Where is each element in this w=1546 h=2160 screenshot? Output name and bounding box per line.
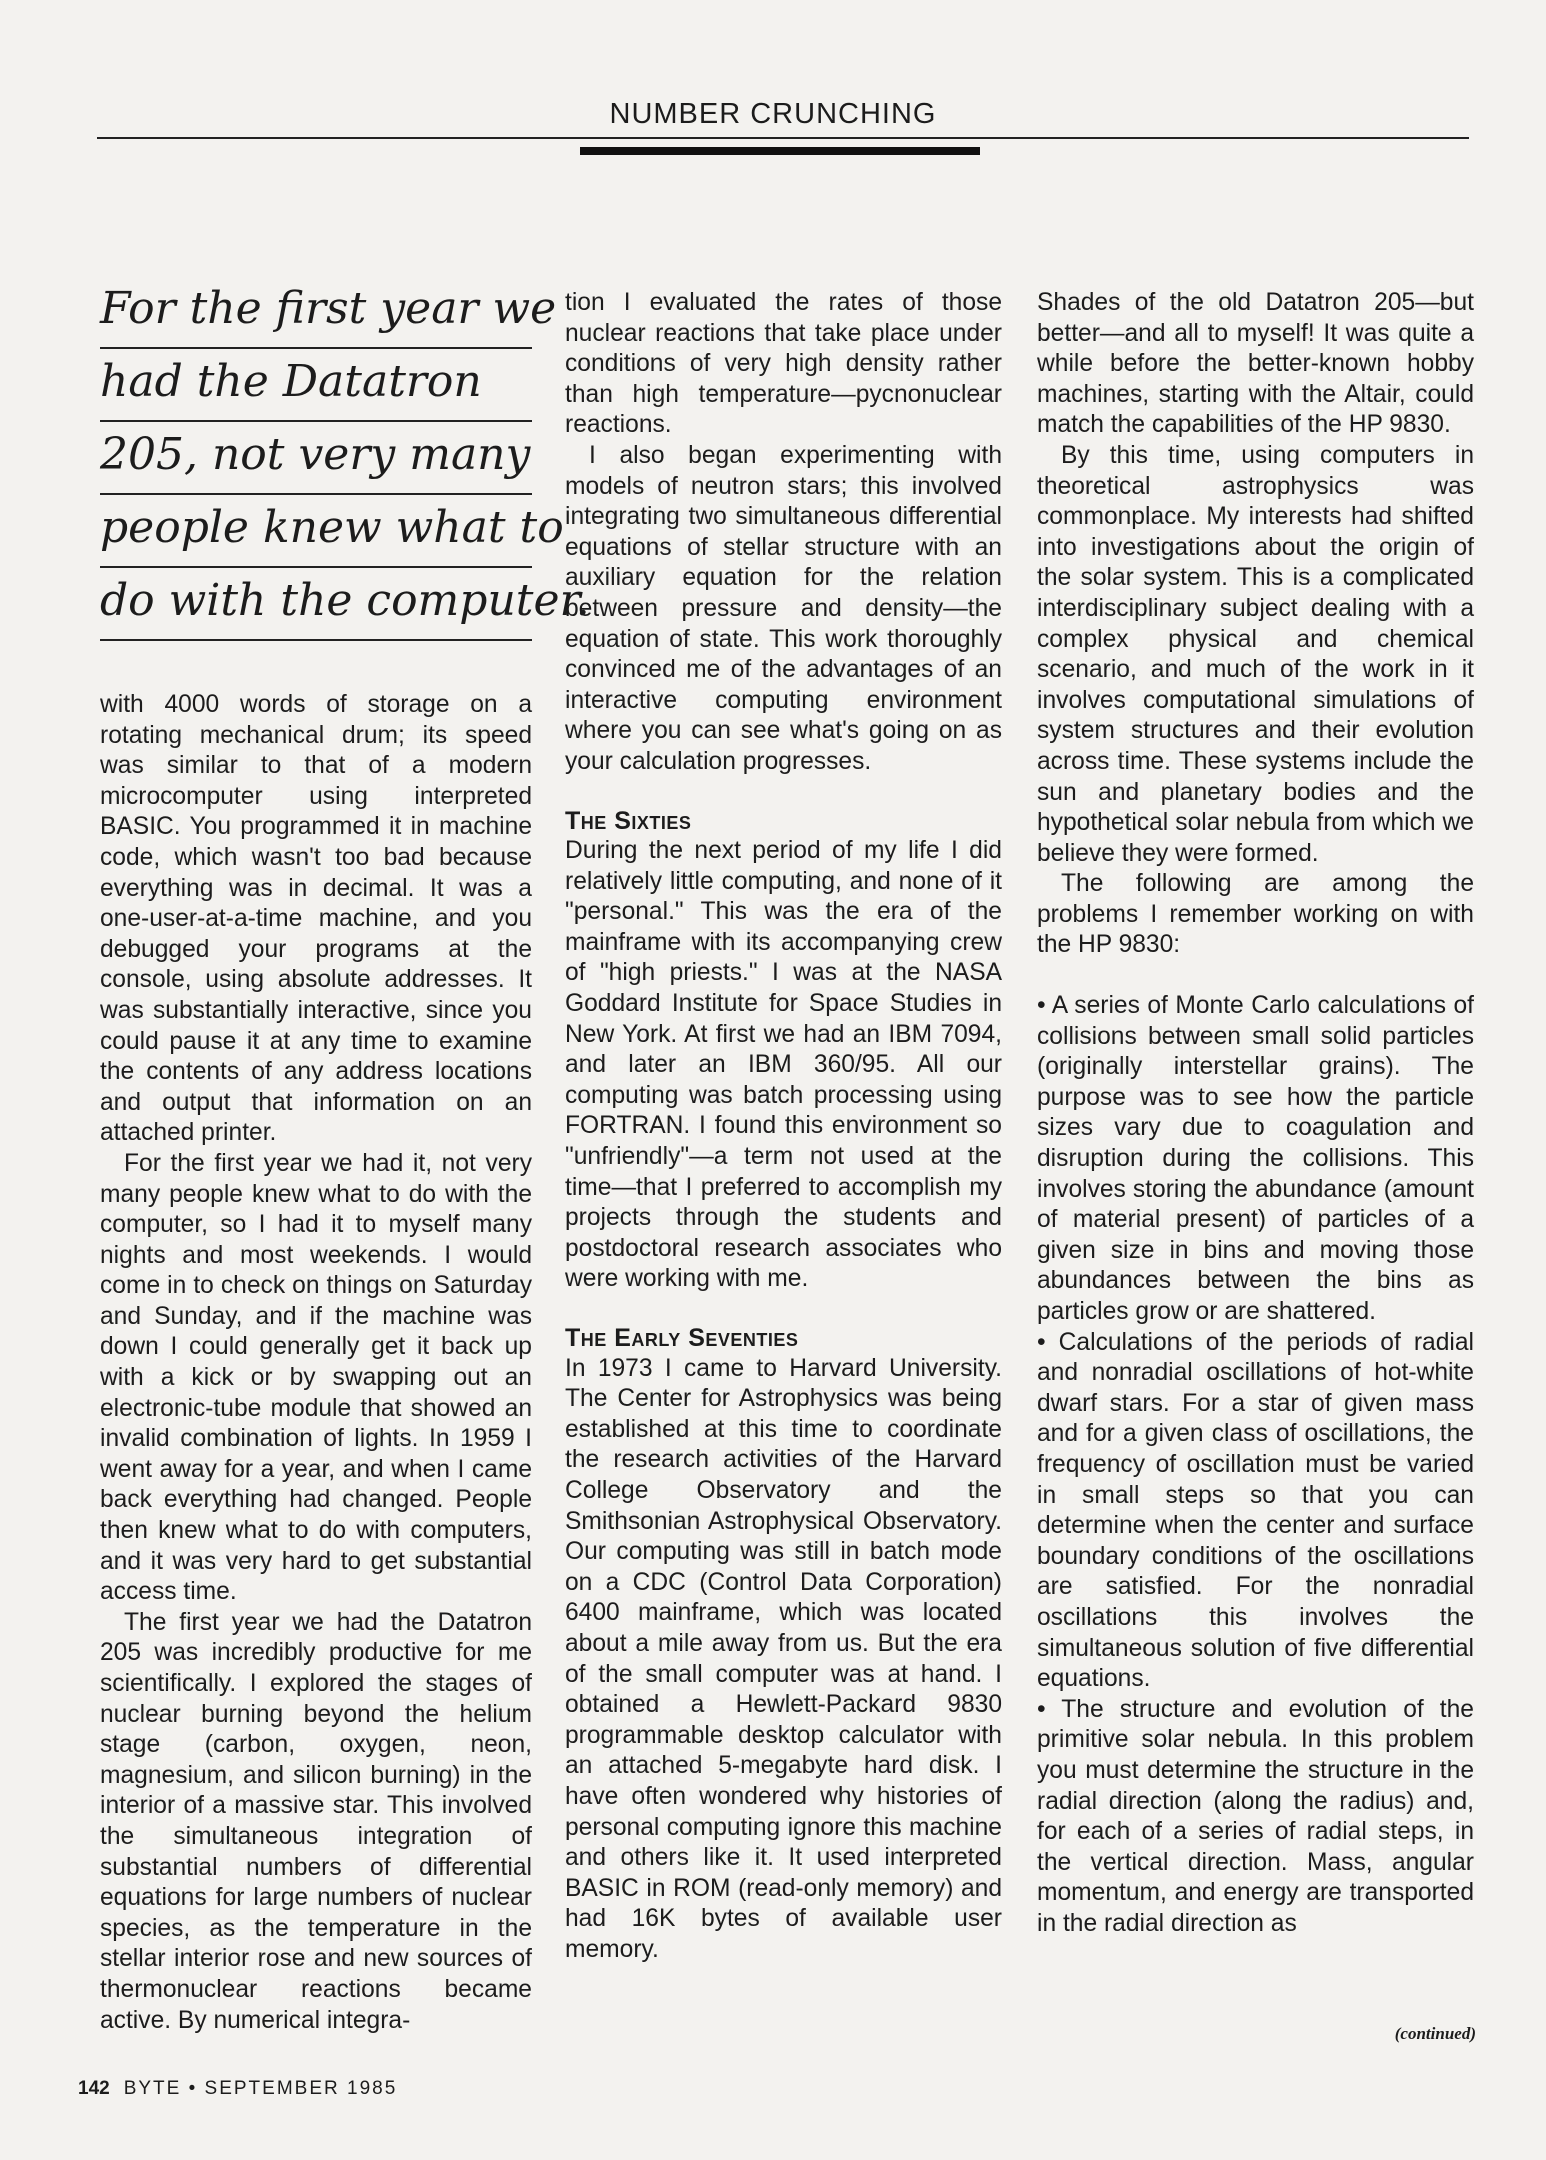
paragraph: with 4000 words of storage on a rotating mechanical drum; its speed was similar to that of a modern microcomputer using interpreted BASIC. You programmed it in machine code, which wasn't too bad because everything was in decimal. It was a one-user-at-a-time machine, and you debugged your programs at the console, using absolute addresses. It was substantially interactive, since you could pause it at any time to examine the contents of any address locations and output that information on an attached printer. xyxy=(100,691,532,1147)
bullet-item: • The structure and evolution of the primitive solar nebula. In this problem you must determine the structure in the radial direction (along the radius) and, for each of a series of radial steps, in the vertical direction. Mass, angular momentum, and energy are transported in the radial direction as xyxy=(1037,1695,1474,1937)
paragraph: For the first year we had it, not very many people knew what to do with the computer, so I had it to myself many nights and most weekends. I would come in to check on things on Saturday and Sunday, and if the machine was down I could generally get it back up with a kick or by swapping out an electronic-tube module that showed an invalid combination of lights. In 1959 I went away for a year, and when I came back everything had changed. People then knew what to do with computers, and it was very hard to get substantial access time. xyxy=(100,1149,532,1606)
header-divider xyxy=(97,137,1469,139)
pull-quote-line: For the first year we xyxy=(100,276,532,349)
paragraph: In 1973 I came to Harvard University. The Center for Astrophysics was being established at this time to coordinate the research activities of the Harvard College Observatory and the Smithsonian Astrophysical Observatory. Our computing was still in batch mode on a CDC (Control Data Corporation) 6400 mainframe, which was located about a mile away from us. But the era of the small computer was at hand. I obtained a Hewlett-Packard 9830 programmable desktop calculator with an attached 5-megabyte hard disk. I have often wondered why histories of personal computing ignore this machine and others like it. It used interpreted BASIC in ROM (read-only memory) and had 16K bytes of available user memory. xyxy=(565,1354,1002,1963)
article-column-1 xyxy=(100,690,532,2036)
paragraph: By this time, using computers in theoretical astrophysics was commonplace. My interests had shifted into investigations about the origin of the solar system. This is a complicated interdisciplinary subject dealing with a complex physical and chemical scenario, and much of the work in it involves computational simulations of system structures and their evolution across time. These systems include the sun and planetary bodies and the hypothetical solar nebula from which we believe they were formed. xyxy=(1037,441,1474,867)
pull-quote-line: people knew what to xyxy=(100,495,532,568)
section-heading-early-seventies: The Early Seventies xyxy=(565,1324,799,1352)
continued-label: (continued) xyxy=(1394,2024,1476,2043)
article-column-2 xyxy=(565,288,1002,1965)
spacer xyxy=(1037,961,1474,991)
pull-quote-line: had the Datatron xyxy=(100,349,532,422)
pull-quote-line: 205, not very many xyxy=(100,422,532,495)
bullet-item: • A series of Monte Carlo calculations of collisions between small solid particles (originally interstellar grains). The purpose was to see how the particle sizes vary due to coagulation and disruption during the collisions. This involves storing the abundance (amount of material present) of particles of a given size in bins and moving those abundances between the bins as particles grow or are shattered. xyxy=(1037,992,1474,1325)
section-heading-sixties: The Sixties xyxy=(565,806,692,835)
bullet-item: • Calculations of the periods of radial and nonradial oscillations of hot-white dwarf stars. For a star of given mass and for a given class of oscillations, the frequency of oscillation must be varied in small steps so that you can determine when the center and surface boundary conditions of the oscillations are satisfied. For the nonradial oscillations this involves the simultaneous solution of five differential equations. xyxy=(1037,1328,1474,1693)
paragraph: The first year we had the Datatron 205 was incredibly productive for me scientifically. I explored the stages of nuclear burning beyond the helium stage (carbon, oxygen, neon, magnesium, and silicon burning) in the interior of a massive star. This involved the simultaneous integration of substantial numbers of differential equations for large numbers of nuclear species, as the temperature in the stellar interior rose and new sources of thermonuclear reactions became active. By numerical integra- xyxy=(100,1608,532,2034)
header-accent-bar xyxy=(580,147,980,155)
page-number: 142 xyxy=(78,2078,110,2099)
publication-line: BYTE • SEPTEMBER 1985 xyxy=(123,2078,398,2099)
section-title: NUMBER CRUNCHING xyxy=(609,98,937,130)
paragraph: tion I evaluated the rates of those nuclear reactions that take place under conditions of very high density rather than high temperature—pycnonuclear reactions. xyxy=(565,289,1002,439)
page-footer xyxy=(78,2078,397,2100)
paragraph: During the next period of my life I did relatively little computing, and none of it "personal." This was the era of the mainframe with its accompanying crew of "high priests." I was at the NASA Goddard Institute for Space Studies in New York. At first we had an IBM 7094, and later an IBM 360/95. All our computing was batch processing using FORTRAN. I found this environment so "unfriendly"—a term not used at the time—that I preferred to accomplish my projects through the students and postdoctoral research associates who were working with me. xyxy=(565,837,1002,1293)
paragraph: Shades of the old Datatron 205—but better—and all to myself! It was quite a while before the better-known hobby machines, starting with the Altair, could match the capabilities of the HP 9830. xyxy=(1037,289,1474,439)
pull-quote xyxy=(100,276,590,641)
paragraph: The following are among the problems I remember working on with the HP 9830: xyxy=(1037,870,1474,959)
pull-quote-line: do with the computer. xyxy=(100,568,532,641)
article-column-3 xyxy=(1037,288,1474,1939)
paragraph: I also began experimenting with models of neutron stars; this involved integrating two simultaneous differential equations of stellar structure with an auxiliary equation for the relation between pressure and density—the equation of state. This work thoroughly convinced me of the advantages of an interactive computing environment where you can see what's going on as your calculation progresses. xyxy=(565,441,1002,775)
